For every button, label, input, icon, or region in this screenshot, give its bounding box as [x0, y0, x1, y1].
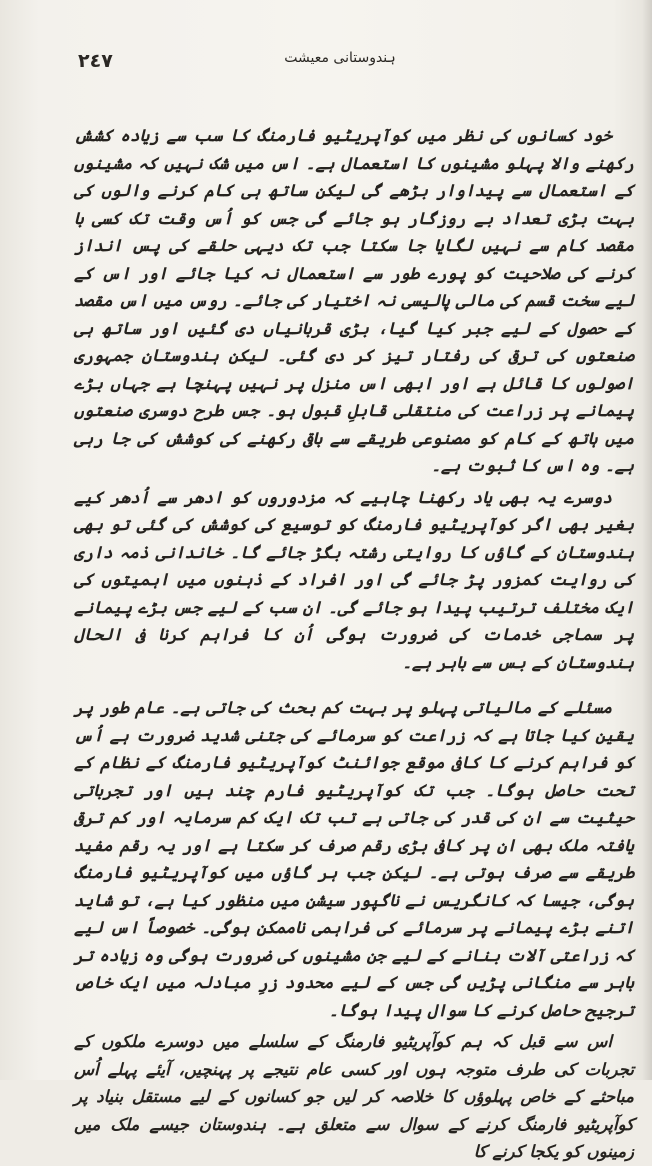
running-title: ہندوستانی معیشت	[284, 50, 396, 66]
body-text	[74, 122, 634, 1166]
page-edge-shadow	[642, 0, 652, 1080]
page-number: ٢٤٧	[78, 50, 113, 72]
paragraph-3: مسئلے کے مالیاتی پہلو پر بہت کم بحث کی جاتی ہے۔ عام طور پر یقین کیا جاتا ہے کہ زراعت کو سرمائے کی جتنی شدید ضرورت ہے اُس کو فراہم کرنے کا کافی موقع جوائنٹ کوآپریٹیو فارمنگ کے نظام کے تحت حاصل ہوگا۔ جب تک کوآپریٹیو فارم چند ہیں اور تجرباتی حیثیت سے ان کی قدر کی جاتی ہے تب تک ایک کم سرمایہ اور کم ترقی یافتہ ملک بھی ان پر کافی بڑی رقم صرف کر سکتا ہے اور یہ رقم مفید طریقے سے صرف ہوتی ہے۔ لیکن جب ہر گاؤں میں کوآپریٹیو فارمنگ ہوگی، جیسا کہ کانگریس نے ناگپور سیشن میں منظور کیا ہے، تو شاید اتنے بڑے پیمانے پر سرمائے کی فراہمی ناممکن ہوگی۔ خصوصاً اس لیے کہ زراعتی آلات بنانے کے لیے جن مشینوں کی ضرورت ہوگی وہ زیادہ تر باہر سے منگانی پڑیں گی جس کے لیے محدود زرِ مبادلہ میں ایک خاص ترجیح حاصل کرنے کا سوال پیدا ہوگا۔	[74, 698, 634, 1020]
paragraph-4: اس سے قبل کہ ہم کوآپریٹیو فارمنگ کے سلسلے میں دوسرے ملکوں کے تجربات کی طرف متوجہ ہوں اور کسی عام نتیجے پر پہنچیں، آیئے پہلے اُس مباحثے کے خاص پہلوؤں کا خلاصہ کر لیں جو کسانوں کے لیے مستقل بنیاد پر کوآپریٹیو فارمنگ کرنے کے سوال سے متعلق ہے۔ ہندوستان جیسے ملک میں زمینوں کو یکجا کرنے کا	[74, 1032, 634, 1161]
paragraph-2: دوسرے یہ بھی یاد رکھنا چاہیے کہ مزدوروں کو ادھر سے اُدھر کیے بغیر بھی اگر کوآپریٹیو فارمنگ کو توسیع کی کوشش کی گئی تو بھی ہندوستان کے گاؤں کا روایتی رشتہ بگڑ جائے گا۔ خاندانی ذمہ داری کی روایت کمزور پڑ جائے گی اور افراد کے ذہنوں میں اہمیتوں کی ایک مختلف ترتیب پیدا ہو جائے گی۔ ان سب کے لیے جس بڑے پیمانے پر سماجی خدمات کی ضرورت ہوگی اُن کا فراہم کرنا فی الحال ہندوستان کے بس سے باہر ہے۔	[74, 487, 634, 672]
paragraph-1: خود کسانوں کی نظر میں کوآپریٹیو فارمنگ کا سب سے زیادہ کشش رکھنے والا پہلو مشینوں کا استعمال ہے۔ اس میں شک نہیں کہ مشینوں کے استعمال سے پیداوار بڑھے گی لیکن ساتھ ہی کام کرنے والوں کی بہت بڑی تعداد بے روزگار ہو جائے گی جس کو اُس وقت تک کسی با مقصد کام سے نہیں لگایا جا سکتا جب تک دیہی حلقے کی پس انداز کرنے کی صلاحیت کو پورے طور سے استعمال نہ کیا جائے اور اس کے لیے سخت قسم کی مالی پالیسی نہ اختیار کی جائے۔ روس میں اس مقصد کے حصول کے لیے جبر کیا گیا، بڑی قربانیاں دی گئیں اور ساتھ ہی صنعتوں کی ترقی کی رفتار تیز کر دی گئی۔ لیکن ہندوستان جمہوری اصولوں کا قائل ہے اور ابھی اس منزل پر نہیں پہنچا ہے جہاں بڑے پیمانے پر زراعت کی منتقلی قابلِ قبول ہو۔ جس طرح دوسری صنعتوں میں ہاتھ کے کام کو مصنوعی طریقے سے باقی رکھنے کی کوشش کی جا رہی ہے۔ وہ اس کا ثبوت ہے۔	[74, 126, 634, 475]
